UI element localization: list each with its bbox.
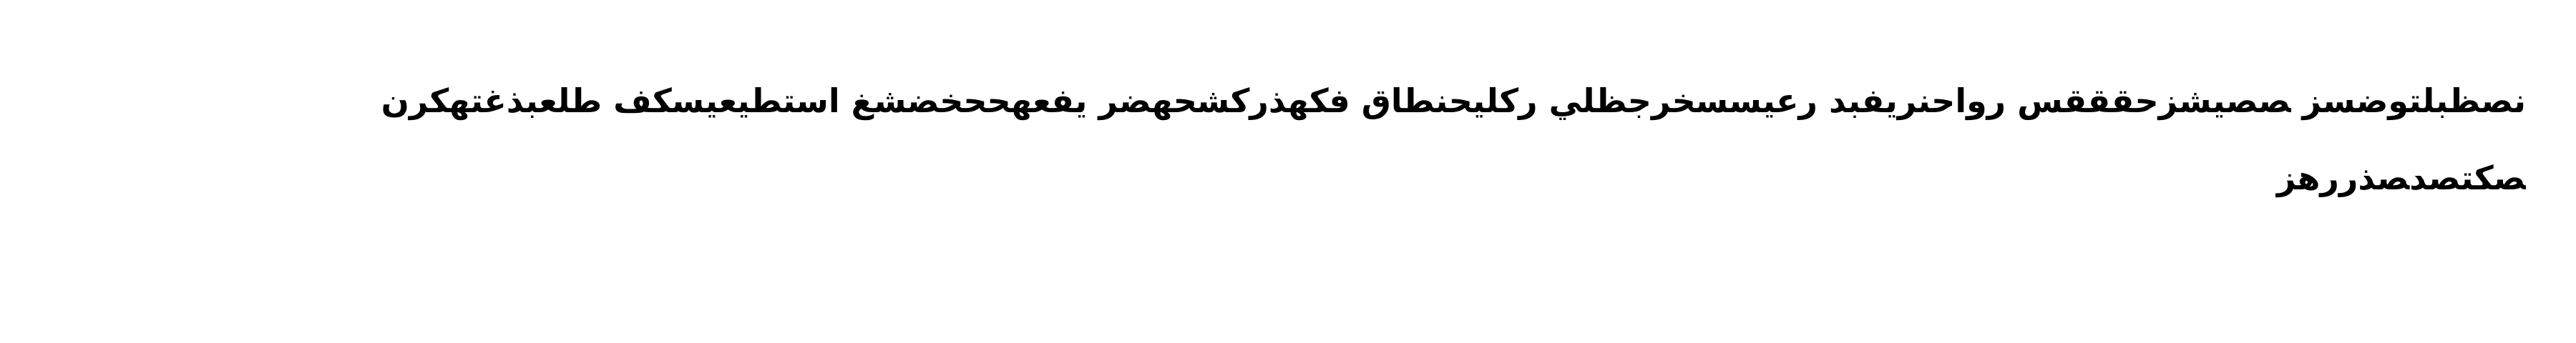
text-line-1: ﻧﺼﻈﺒﻠﺘﻮﺿﺴﺰ ﺼﺼﻴﺸﺰﺣﻘﻘﻘﺲ ﺭﻭﺍﺣﻨﺮﻳﻔﺒﺪ ﺭﻋﻴﺴﺴﺨﺮﺟﻈﻠﻲ ﺭﻛﻠﻴﺤﻨﻄﺎﻕ ﻓﻜﻬﺬﺭﻛﺸﺤﻬﻀﺮ ﻳﻔﻌﻬﺤﺤﺨﻀﺸﻎ ﺍﺳﺘﻄﻴﻌﻴﺴﻜﻒ ﻃﻠﻌﺒﺬﻏﺘﻬﻜﺮﻥ — [381, 84, 2526, 120]
text-block — [208, 84, 2526, 206]
text-line-2: ﺼﻜﺘﺼﺪﺼﺬﺭﺭﻫﺰ — [2276, 161, 2526, 197]
